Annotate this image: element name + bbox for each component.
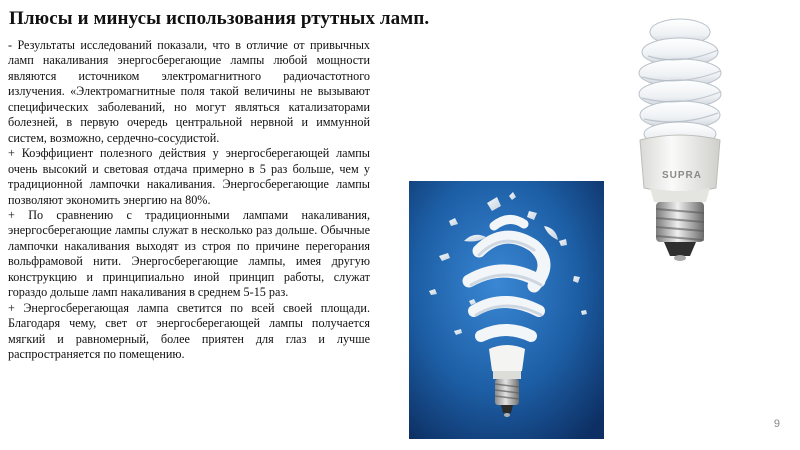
paragraph-emf-radiation: - Результаты исследований показали, что в отличие от привычных ламп накаливания энергосберегающие лампы любой мощности являются источником электромагнитного радиочастотного излучения. «Электромагнитные поля такой величины не вызывают специфических заболеваний, но могут являться катализаторами болезней, в первую очередь центральной нервной и иммунной систем, возможно, сердечно-сосудистой. [8,38,370,145]
paragraph-light-quality: + Энергосберегающая лампа светится по всей своей площади. Благодаря чему, свет от энергосберегающей лампы получается мягкий и равномерный, более приятен для глаз и лучше распространяется по помещению. [8,300,370,362]
slide-title: Плюсы и минусы использования ртутных ламп. [9,8,430,29]
broken-lamp-photo [409,181,604,439]
bulb-brand-label: SUPRA [661,170,703,181]
page-number: 9 [773,418,780,430]
paragraph-lifespan: + По сравнению с традиционными лампами накаливания, энергосберегающие лампы служат в несколько раз дольше. Обычные лампочки накаливания выходят из строя по причине перегорания вольфрамовой нити. Энергосберегающие лампы, имея другую конструкцию и принципиально иной принцип работы, служат гораздо дольше ламп накаливания в среднем 5-15 раз. [8,207,370,300]
broken-lamp-illustration [409,181,604,439]
supra-lamp-illustration [618,10,742,268]
supra-lamp-photo [618,10,742,268]
paragraph-efficiency: + Коэффициент полезного действия у энергосберегающей лампы очень высокий и световая отдача примерно в 5 раз больше, чем у традиционной лампочки накаливания. Энергосберегающие лампы позволяют экономить энергию на 80%. [8,146,370,207]
slide-body-text [8,38,370,363]
